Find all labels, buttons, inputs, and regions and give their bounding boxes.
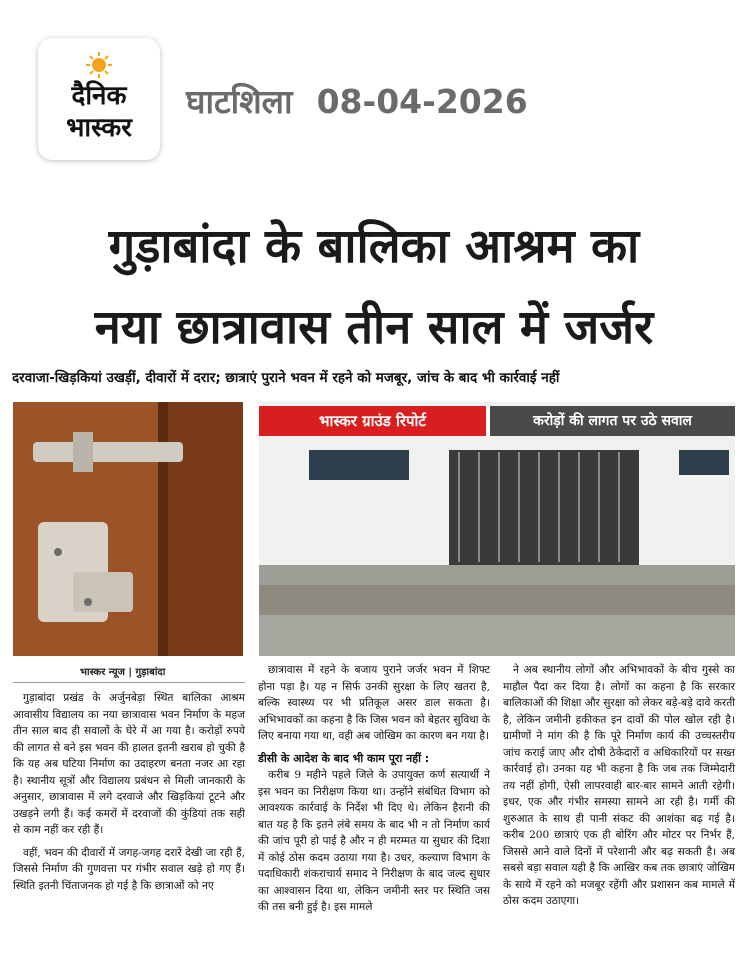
article-column-1 (13, 690, 245, 900)
article-subheading: डीसी के आदेश के बाद भी काम पूरा नहीं : (258, 751, 430, 765)
dainik-bhaskar-logo (38, 38, 160, 160)
news-credit: भास्कर न्यूज | गुड़ाबांदा (80, 667, 166, 678)
logo-text-line1: दैनिक (71, 81, 127, 111)
article-paragraph: करीब 9 महीने पहले जिले के उपायुक्त कर्ण सत्यार्थी ने इस भवन का निरीक्षण किया था। उन्होंने संबंधित विभाग को आवश्यक कार्रवाई के निर्देश भी दिए थे। लेकिन हैरानी की बात यह है कि इतने लंबे समय के बाद भी न तो निर्माण कार्य की जांच पूरी हो पाई है और न ही मरम्मत या सुधार की दिशा में कोई ठोस कदम उठाया गया है। उधर, कल्याण विभाग के पदाधिकारी शंकराचार्य समाद ने निरीक्षण के बाद जल्द सुधार का आश्वासन दिया था, लेकिन जमीनी स्तर पर स्थिति जस की तस बनी हुई है। इस मामले (258, 769, 490, 913)
sun-icon (86, 52, 112, 78)
cost-question-banner: करोड़ों की लागत पर उठे सवाल (490, 406, 735, 436)
article-paragraph: ने अब स्थानीय लोगों और अभिभावकों के बीच गुस्से का माहौल पैदा कर दिया है। लोगों का कहना है कि सरकार बालिकाओं की शिक्षा और सुरक्षा को लेकर बड़े-बड़े दावे करती है, लेकिन जमीनी हकीकत इन दावों की पोल खोल रही है। ग्रामीणों ने मांग की है कि पूरे निर्माण कार्य की उच्चस्तरीय जांच कराई जाए और दोषी ठेकेदारों व अधिकारियों पर सख्त कार्रवाई हो। उनका यह भी कहना है कि जब तक जिम्मेदारी तय नहीं होगी, ऐसी लापरवाही बार-बार सामने आती रहेगी। इधर, एक और गंभीर समस्या सामने आ रही है। गर्मी की शुरुआत के साथ ही पानी संकट की आशंका बढ़ गई है। करीब 200 छात्राएं एक ही बोरिंग और मोटर पर निर्भर हैं, जिससे आने वाले दिनों में परेशानी और बढ़ सकती है। अब सबसे बड़ा सवाल यही है कि आखिर कब तक छात्राएं जोखिम के साये में रहने को मजबूर रहेंगी और प्रशासन कब मामले में ठोस कदम उठाएगा। (503, 664, 735, 907)
headline-line2: नया छात्रावास तीन साल में जर्जर (94, 300, 654, 355)
article-paragraph: छात्रावास में रहने के बजाय पुराने जर्जर भवन में शिफ्ट होना पड़ा है। यह न सिर्फ उनकी सुरक्षा के लिए खतरा है, बल्कि स्वास्थ्य पर भी प्रतिकूल असर डाल सकता है। अभिभावकों का कहना है कि जिस भवन को बेहतर सुविधा के लिए बनाया गया था, वही अब जोखिम का कारण बन गया है। (258, 664, 490, 742)
article-column-3 (503, 662, 735, 916)
subheadline: दरवाजा-खिड़कियां उखड़ीं, दीवारों में दरार; छात्राएं पुराने भवन में रहने को मजबूर, जांच के बाद भी कार्रवाई नहीं (12, 370, 560, 386)
dateline-date: 08-04-2026 (316, 82, 528, 121)
article-paragraph: गुड़ाबांदा प्रखंड के अर्जुनबेड़ा स्थित बालिका आश्रम आवासीय विद्यालय का नया छात्रावास भवन निर्माण के महज तीन साल बाद ही सवालों के घेरे में आ गया है। करोड़ों रुपये की लागत से बने इस भवन की हालत इतनी खराब हो चुकी है कि यह अब घटिया निर्माण का उदाहरण बनता नजर आ रहा है। स्थानीय सूत्रों और विद्यालय प्रबंधन से मिली जानकारी के अनुसार, छात्रावास में लगे दरवाजे और खिड़कियां टूटने और उखड़ने लगी हैं। कई कमरों में दरवाजों की कुंडियां तक सही से काम नहीं कर रही हैं। (13, 692, 245, 836)
dateline (186, 78, 528, 123)
door-latch-illustration (13, 402, 243, 656)
column-divider (13, 682, 245, 683)
article-column-2 (258, 662, 490, 922)
headline-line1: गुड़ाबांदा के बालिका आश्रम का (108, 219, 640, 274)
door-latch-photo (13, 402, 243, 656)
article-paragraph: वहीं, भवन की दीवारों में जगह-जगह दरारें देखी जा रही हैं, जिससे निर्माण की गुणवत्ता पर गंभीर सवाल खड़े हो गए हैं। स्थिति इतनी चिंताजनक हो गई है कि छात्राओं को नए (13, 846, 245, 892)
dateline-place: घाटशिला (186, 82, 293, 121)
hostel-building-illustration (259, 402, 735, 656)
hostel-building-photo (259, 402, 735, 656)
logo-text-line2: भास्कर (66, 113, 132, 143)
ground-report-banner: भास्कर ग्राउंड रिपोर्ट (259, 406, 490, 436)
